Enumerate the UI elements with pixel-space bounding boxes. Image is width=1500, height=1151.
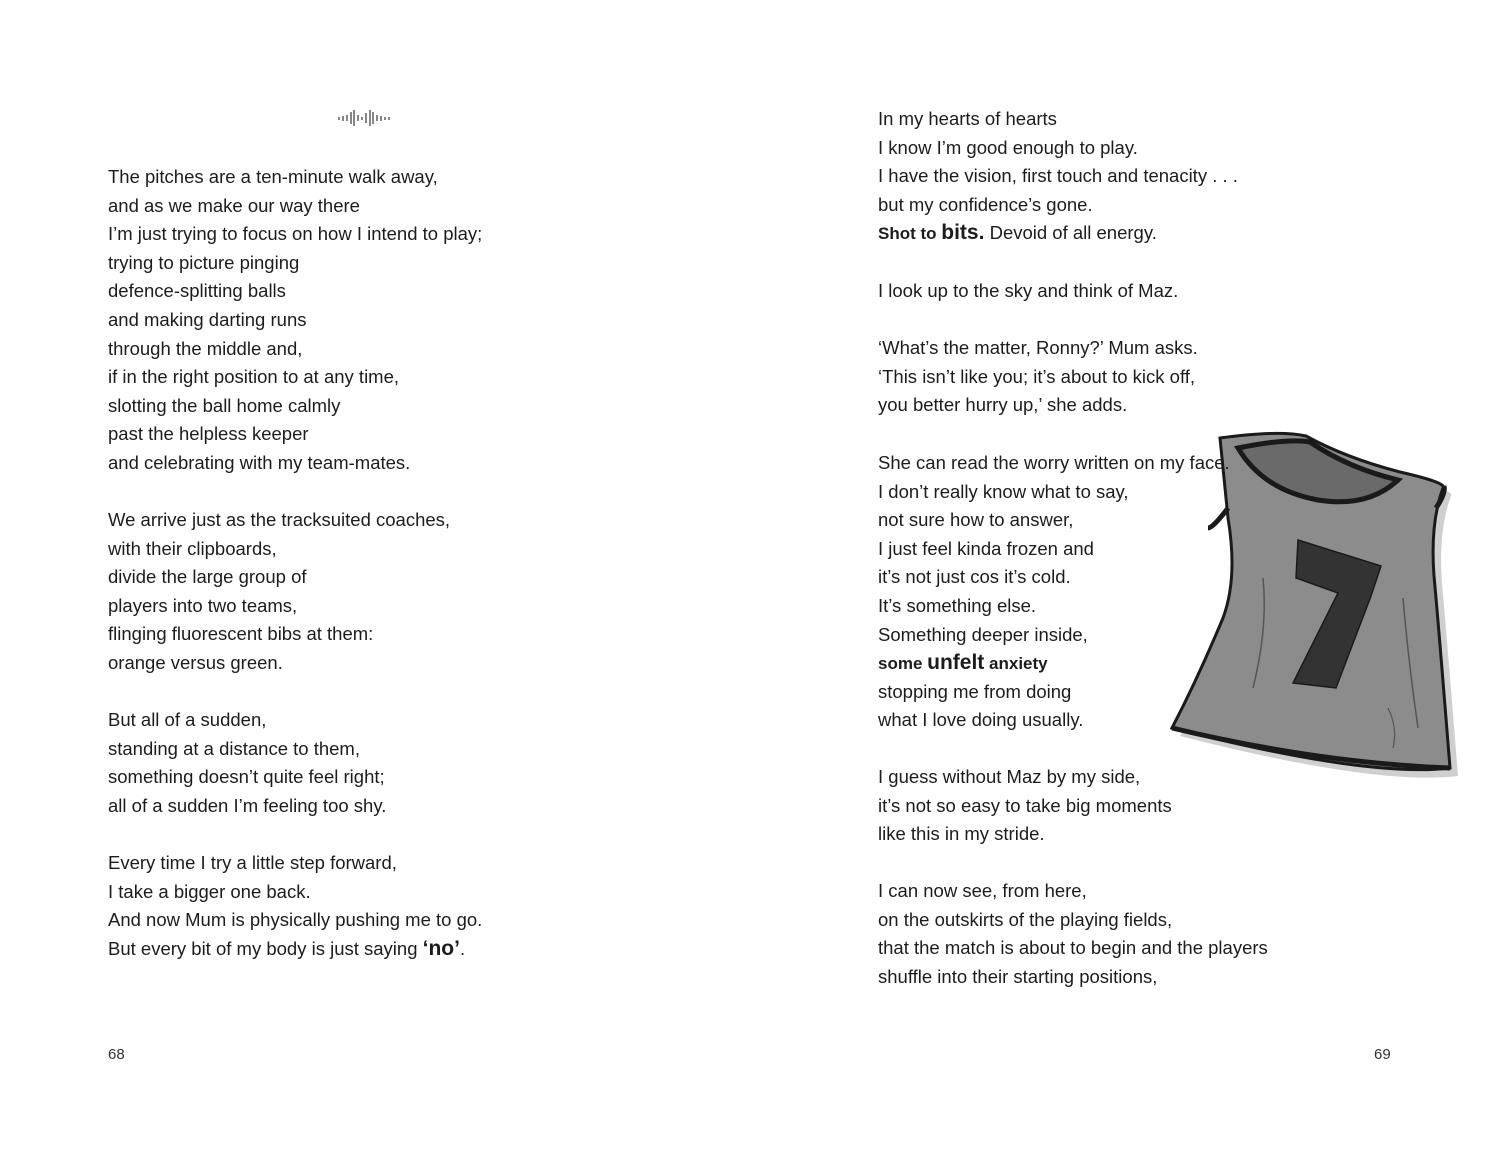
poem-line-emphasis: [108, 935, 482, 964]
poem-line: on the outskirts of the playing fields,: [878, 908, 1173, 930]
page-number: 69: [1374, 1046, 1391, 1063]
stanza: [878, 449, 1230, 735]
stanza: [108, 163, 482, 478]
poem-line: what I love doing usually.: [878, 709, 1084, 731]
poem-line: The pitches are a ten-minute walk away,: [108, 166, 438, 187]
poem-line: standing at a distance to them,: [108, 737, 360, 759]
poem-line: Something deeper inside,: [878, 623, 1088, 645]
poem-line: She can read the worry written on my face.: [878, 452, 1230, 473]
line-text: But every bit of my body is just saying: [108, 937, 423, 959]
poem-line: and making darting runs: [108, 308, 307, 330]
poem-line: I have the vision, first touch and tenacity . . .: [878, 165, 1238, 187]
poem-line: orange versus green.: [108, 651, 283, 673]
poem-line: flinging fluorescent bibs at them:: [108, 623, 374, 645]
poem-line: divide the large group of: [108, 566, 307, 588]
poem-line: I guess without Maz by my side,: [878, 766, 1141, 787]
stanza: [878, 105, 1238, 248]
sound-wave-ornament-icon: [337, 109, 397, 127]
poem-line: I look up to the sky and think of Maz.: [878, 280, 1179, 301]
emphasis-shot-to: Shot to: [878, 224, 942, 244]
poem-line: I don’t really know what to say,: [878, 480, 1129, 502]
poem-line: it’s not so easy to take big moments: [878, 794, 1172, 816]
poem-line: I can now see, from here,: [878, 880, 1087, 901]
emphasis-no: ‘no’: [422, 936, 460, 960]
stanza: [878, 763, 1172, 849]
stanza: [878, 277, 1178, 306]
poem-line: In my hearts of hearts: [878, 108, 1057, 129]
poem-line: I know I’m good enough to play.: [878, 136, 1138, 158]
poem-line: past the helpless keeper: [108, 423, 309, 445]
poem-line: ‘This isn’t like you; it’s about to kick off,: [878, 365, 1196, 387]
poem-line: defence-splitting balls: [108, 280, 286, 302]
poem-line: I’m just trying to focus on how I intend to play;: [108, 223, 483, 245]
poem-line: through the middle and,: [108, 337, 303, 359]
stanza: [878, 877, 1268, 991]
stanza: [108, 506, 450, 678]
right-page: [750, 0, 1500, 1151]
poem-line-emphasis: [878, 219, 1238, 248]
poem-line: like this in my stride.: [878, 823, 1045, 845]
emphasis-unfelt: unfelt: [927, 651, 985, 675]
poem-line: I just feel kinda frozen and: [878, 537, 1094, 559]
emphasis-anxiety: anxiety: [984, 654, 1048, 674]
line-text: Devoid of all energy.: [984, 222, 1157, 244]
poem-line-emphasis: [878, 649, 1230, 678]
poem-line: We arrive just as the tracksuited coaches,: [108, 509, 451, 530]
poem-line: stopping me from doing: [878, 680, 1072, 702]
stanza: [108, 706, 386, 820]
poem-line: players into two teams,: [108, 594, 298, 616]
poem-line: but my confidence’s gone.: [878, 193, 1093, 215]
poem-line: that the match is about to begin and the players: [878, 937, 1268, 959]
poem-line: But all of a sudden,: [108, 709, 267, 730]
poem-line: trying to picture pinging: [108, 251, 300, 273]
poem-line: It’s something else.: [878, 594, 1037, 616]
poem-line: I take a bigger one back.: [108, 880, 311, 902]
poem-line: slotting the ball home calmly: [108, 394, 341, 416]
poem-line: And now Mum is physically pushing me to go.: [108, 909, 483, 931]
poem-line: with their clipboards,: [108, 537, 277, 559]
poem-line: not sure how to answer,: [878, 509, 1074, 531]
emphasis-bits: bits.: [941, 221, 985, 245]
poem-line: ‘What’s the matter, Ronny?’ Mum asks.: [878, 337, 1198, 358]
poem-line: something doesn’t quite feel right;: [108, 766, 385, 788]
poem-line: you better hurry up,’ she adds.: [878, 394, 1128, 416]
stanza: [108, 849, 482, 963]
poem-line: all of a sudden I’m feeling too shy.: [108, 794, 387, 816]
line-text: .: [459, 937, 466, 959]
poem-line: and celebrating with my team-mates.: [108, 451, 411, 473]
page-number: 68: [108, 1046, 125, 1063]
emphasis-some: some: [878, 654, 928, 674]
poem-line: Every time I try a little step forward,: [108, 852, 397, 873]
poem-line: and as we make our way there: [108, 194, 360, 216]
stanza: [878, 334, 1198, 420]
poem-line: it’s not just cos it’s cold.: [878, 566, 1071, 588]
poem-line: if in the right position to at any time,: [108, 366, 400, 388]
poem-line: shuffle into their starting positions,: [878, 965, 1158, 987]
